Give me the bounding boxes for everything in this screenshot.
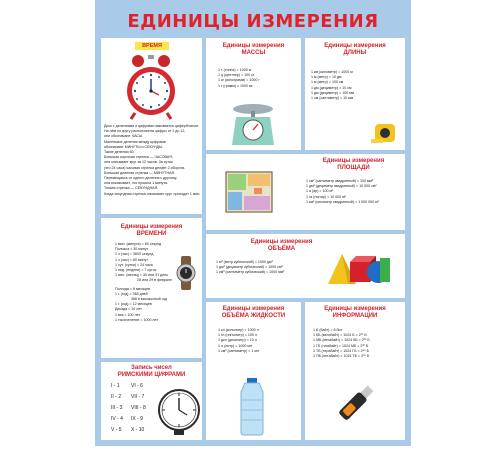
volume-line: 1 дм³ (дециметр кубический) = 1000 см³ [216,265,283,270]
roman-title [101,365,202,379]
scale-icon [228,101,278,147]
tape-measure-icon [371,122,399,146]
time-line: Маленькие деления между цифрами [104,139,166,144]
roman-clock-icon [157,386,201,436]
roman-numeral: IV - 4 [111,416,123,422]
area-panel [206,154,405,230]
roman-numeral: II - 2 [111,394,122,400]
mass-line: 1 кг (килограмм) = 1000 г [218,78,260,83]
roman-numeral: I - 1 [111,383,120,389]
time-units-line: 1 тысячелетие = 1000 лет [115,317,159,322]
mass-title-line2: МАССЫ [241,50,266,56]
time-line: Большая длинная стрелка — МИНУТНАЯ. [104,170,176,175]
mass-line: 1 г (грамм) = 1000 мг [218,83,253,88]
volume-line: 1 см³ (сантиметр кубический) = 1000 мм³ [216,270,285,275]
roman-numeral: VI - 6 [131,383,143,389]
liquid-line: 1 гл (гектолитр) = 100 л [218,333,258,338]
time-units-line: Полгода = 6 месяцев [115,286,151,291]
length-line: 1 м (метр) = 10 дм [311,75,342,80]
roman-title-line1: Запись чисел [131,365,172,371]
volume-title-line1: Единицы измерения [250,239,313,245]
mass-line: 1 т (тонна) = 1000 кг [218,68,252,72]
3d-shapes-icon [326,250,392,286]
mass-line: 1 ц (центнер) = 100 кг [218,73,255,78]
length-line: 1 см (сантиметр) = 10 мм [311,96,354,101]
volume-title-line2: ОБЪЁМА [267,246,296,252]
volume-panel-main [206,234,405,298]
time-units-line: 1 сут. (сутки) = 24 часа [115,262,153,267]
time-units-line: 28 или 29 в феврале [137,278,172,283]
time-text [104,124,200,197]
roman-numeral: V - 5 [111,427,122,433]
time-units-title-line1: Единицы измерения [120,224,183,230]
length-line: 1 дм (дециметр) = 100 мм [311,90,355,95]
length-line: 1 дм (дециметр) = 10 см [311,85,352,90]
time-line: Перемещаясь от одного деления к другому, [104,176,178,181]
liquid-title [206,306,301,320]
length-title-line1: Единицы измерения [324,43,386,49]
liquid-line: 1 кл (килолитр) = 1000 л [218,328,259,332]
time-units-panel [101,218,202,358]
info-line: 1 МБ (мегабайт) = 1024 КБ = 2²⁰ Б [313,338,370,343]
floor-plan-icon [224,170,274,214]
roman-numeral: VII - 7 [131,394,145,400]
usb-flash-drive-icon [327,382,383,426]
poster-title: ЕДИНИЦЫ ИЗМЕРЕНИЯ [127,11,379,32]
liquid-line: 1 см³ (сантиметр) = 1 мл [218,348,259,353]
liquid-line: 1 л (литр) = 1000 мл [218,343,252,348]
mass-title-line1: Единицы измерения [222,43,285,49]
time-panel [101,38,202,214]
time-line: она описывает круг за 12 часов. За сутки [104,160,173,165]
info-line: 1 ТБ (терабайт) = 1024 ГБ = 2⁴⁰ Б [313,348,370,353]
area-line: 1 а (ар) = 100 м² [306,189,334,194]
time-units-line: 1 ч (час) = 60 минут [115,257,148,262]
volume-line: 1 м³ (метр кубический) = 1000 дм³ [216,260,273,264]
info-line: 1 КБ (килобайт) = 1024 Б = 2¹⁰ Б [313,333,367,338]
time-line: Тонкая стрелка — СЕКУНДНАЯ. [104,186,159,191]
info-title [305,306,405,320]
roman-panel [101,362,202,440]
roman-title-line2: РИМСКИМИ ЦИФРАМИ [117,372,186,378]
poster [95,0,411,446]
time-line: Большая короткая стрелка — ЧАСОВАЯ, [104,155,173,160]
info-line: 1 Б (байт) = 8 бит [313,328,343,332]
time-units-line: 1 нед. (неделя) = 7 суток [115,268,157,273]
liquid-panel [206,302,301,440]
time-line: Такие деления 60. [104,150,135,155]
time-units-line: Полчаса = 30 минут [115,247,149,252]
mass-panel [206,38,301,150]
time-label: ВРЕМЯ [135,42,169,50]
time-line: Когда секундная стрелка описывает круг, проходит 1 мин. [104,191,201,196]
area-title [306,158,401,172]
time-line: они обозначают ЧАСЫ. [104,134,144,139]
water-bottle-icon [232,378,272,436]
area-title-line2: ПЛОЩАДИ [337,165,370,171]
area-line: 1 га (гектар) = 10 000 м² [306,194,346,199]
info-line: 1 ГБ (гигабайт) = 1024 МБ = 2³⁰ Б [313,343,369,348]
info-title-line2: ИНФОРМАЦИИ [332,313,378,319]
alarm-clock-icon [125,53,177,121]
time-units-line: 1 г. (год) = 12 месяцев [115,302,152,307]
time-line: На нём по кругу расположены цифры от 1 до 12, [104,129,186,134]
roman-numeral: III - 3 [111,405,123,411]
time-units-title [101,224,202,238]
length-panel [305,38,405,150]
wristwatch-icon [175,256,197,290]
time-units-title-line2: ВРЕМЕНИ [136,231,167,237]
time-units-line: 1 век = 100 лет [115,312,141,317]
time-line: обозначают МИНУТЫ и СЕКУНДЫ. [104,144,164,149]
roman-numeral: IX - 9 [131,416,143,422]
time-units-line: 1 мин. (минута) = 60 секунд [115,242,162,246]
volume-title [234,239,329,253]
info-title-line1: Единицы измерения [324,306,386,312]
area-line: 1 км² (километр квадратный) = 1 000 000 м² [306,199,379,204]
time-units-line: 1 мес. (месяц) = 30 или 31 день [115,273,169,278]
roman-grid [111,382,153,435]
liquid-line: 1 дкл (декалитр) = 10 л [218,338,257,343]
time-units-line: 1 ч (час) = 3600 секунд [115,252,154,257]
info-line: 1 ПБ (петабайт) = 1024 ТБ = 2⁵⁰ Б [313,354,370,359]
length-title-line2: ДЛИНЫ [343,50,367,56]
area-line: 1 см² (сантиметр квадратный) = 100 мм² [306,179,374,183]
liquid-title-line1: Единицы измерения [222,306,285,312]
time-line: (это 24 часа) часовая стрелка делает 2 оборота. [104,165,186,170]
time-units-line: 366 в високосный год [131,297,167,302]
length-line: 1 км (километр) = 1000 м [311,70,353,74]
roman-numeral: VIII - 8 [131,405,146,411]
area-line: 1 дм² (дециметр квадратный) = 10 000 см² [306,184,377,189]
length-title [305,43,405,57]
length-line: 1 м (метр) = 100 см [311,80,344,85]
area-title-line1: Единицы измерения [322,158,385,164]
mass-title [206,43,301,57]
roman-numeral: X - 10 [131,427,145,433]
time-units-line: Декада = 10 лет [115,307,142,312]
liquid-title-line2: ОБЪЁМА ЖИДКОСТИ [221,313,286,319]
time-units-line: 1 г. (год) = 365 дней [115,291,148,296]
time-line: она показывает, что прошла 1 минута. [104,181,169,186]
time-line: Диск с делениями и цифрами называется циферблатом. [104,124,199,128]
info-panel [305,302,405,440]
